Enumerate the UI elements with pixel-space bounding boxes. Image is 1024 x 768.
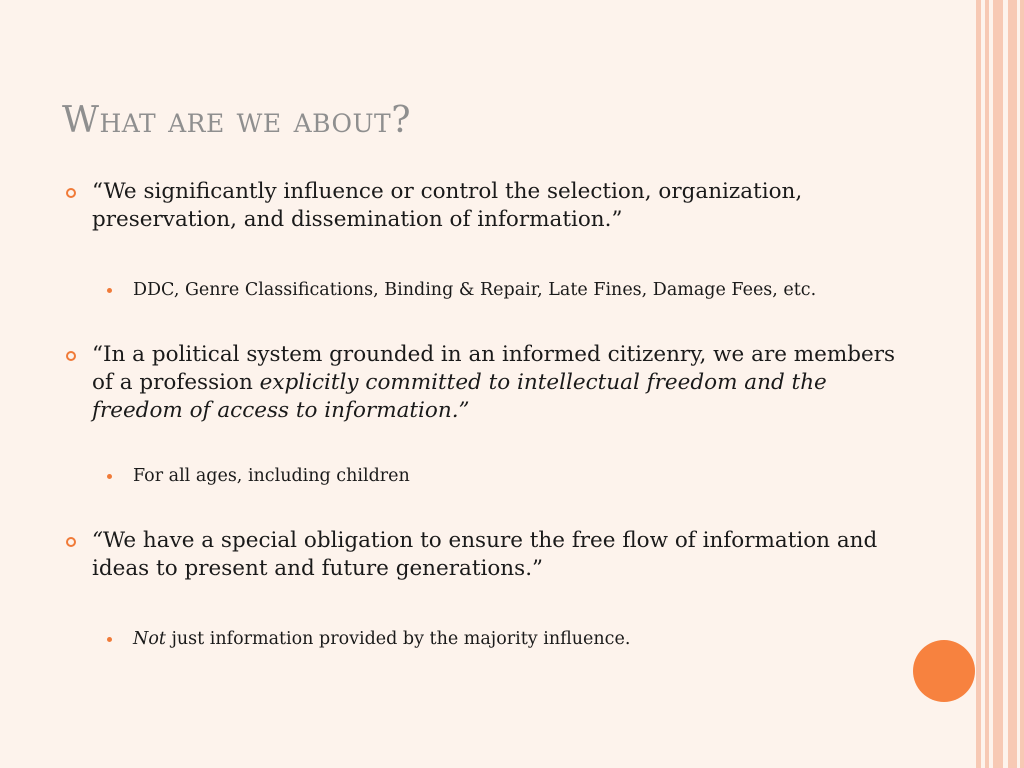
sub-bullet-text: DDC, Genre Classifications, Binding & Repair, Late Fines, Damage Fees, etc. <box>133 280 817 300</box>
decorative-stripe <box>1020 0 1024 768</box>
dot-bullet-icon <box>107 474 112 479</box>
bullet-list <box>60 178 900 650</box>
sub-bullet-item <box>60 628 900 650</box>
sub-bullet-text: For all ages, including children <box>133 466 410 486</box>
ring-bullet-icon <box>66 351 76 361</box>
decorative-stripe <box>1008 0 1017 768</box>
decorative-orange-circle <box>913 640 975 702</box>
dot-bullet-icon <box>107 637 112 642</box>
bullet-text-emphasis: explicitly committed to intellectual freedom and the freedom of access to information.” <box>92 370 827 423</box>
bullet-item <box>60 527 900 583</box>
bullet-text-emphasis: “ <box>92 528 103 553</box>
bullet-item <box>60 178 900 234</box>
bullet-text: We have a special obligation to ensure the free flow of information and ideas to present and future generations.” <box>92 528 878 581</box>
bullet-text: “In a political system grounded in an informed citizenry, we are members of a profession <box>92 342 896 395</box>
decorative-stripe <box>985 0 989 768</box>
bullet-item <box>60 341 900 425</box>
sub-bullet-text-emphasis: Not <box>133 629 166 649</box>
ring-bullet-icon <box>66 188 76 198</box>
bullet-text: “We significantly influence or control the selection, organization, preservation, and dissemination of information.” <box>92 179 803 232</box>
decorative-stripe <box>993 0 1003 768</box>
dot-bullet-icon <box>107 288 112 293</box>
sub-bullet-item <box>60 465 900 487</box>
ring-bullet-icon <box>66 537 76 547</box>
sub-bullet-text: just information provided by the majority influence. <box>165 629 631 649</box>
sub-bullet-item <box>60 279 900 301</box>
slide-title: What are we about? <box>62 100 411 141</box>
decorative-stripe <box>976 0 981 768</box>
